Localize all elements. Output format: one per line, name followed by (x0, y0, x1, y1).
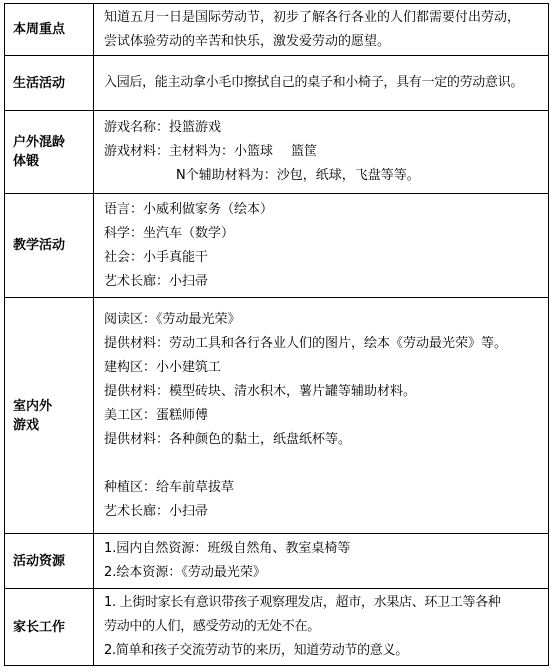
content-line: 语言：小威利做家务（绘本） (104, 201, 274, 217)
row-label-outdoor-exercise (5, 111, 94, 194)
aux-materials: N个辅助材料为：沙包，纸球，飞盘等等。 (176, 168, 420, 183)
label-line: 户外混龄 (13, 135, 66, 150)
content-line: 2.绘本资源：《劳动最光荣》 (104, 565, 266, 580)
row-weekly-focus (5, 4, 549, 56)
label-line: 体锻 (13, 154, 40, 169)
row-content-teaching (94, 194, 549, 298)
label-line: 游戏 (13, 417, 40, 433)
content-line: 入园后，能主动拿小毛巾擦拭自己的桌子和小椅子，具有一定的劳动意识。 (104, 75, 524, 90)
row-resources (5, 534, 549, 589)
row-label-weekly-focus: 本周重点 (5, 4, 94, 56)
content-line: 1. 上街时家长有意识带孩子观察理发店，超市，水果店、环卫工等各种 (104, 595, 501, 610)
row-label-games (5, 298, 94, 534)
game-name: 游戏名称：投篮游戏 (104, 120, 222, 135)
content-line: 提供材料：模型砖块、清水积木，薯片罐等辅助材料。 (104, 383, 417, 399)
row-daily-life (5, 56, 549, 111)
content-line: 2.简单和孩子交流劳动节的来历，知道劳动节的意义。 (104, 643, 408, 658)
blank-line (104, 452, 544, 476)
row-label-teaching: 教学活动 (5, 194, 94, 298)
row-label-parent-work: 家长工作 (5, 589, 94, 666)
content-line: 提供材料：各种颜色的黏土，纸盘纸杯等。 (104, 431, 352, 447)
weekly-plan-table (4, 3, 549, 666)
row-content-parent-work (94, 589, 549, 666)
row-parent-work (5, 589, 549, 666)
label-line: 室内外 (13, 398, 53, 414)
row-teaching (5, 194, 549, 298)
content-line: 阅读区：《劳动最光荣》 (104, 311, 241, 327)
content-line: 提供材料：劳动工具和各行各业人们的图片，绘本《劳动最光荣》等。 (104, 335, 508, 351)
content-line: 艺术长廊：小扫帚 (104, 273, 209, 289)
content-line: 美工区：蛋糕师傅 (104, 407, 209, 423)
content-line: 知道五月一日是国际劳动节，初步了解各行各业的人们都需要付出劳动， (104, 9, 521, 25)
content-line: 艺术长廊：小扫帚 (104, 503, 209, 519)
row-games (5, 298, 549, 534)
row-content-outdoor-exercise (94, 111, 549, 194)
row-content-daily-life (94, 56, 549, 111)
content-line: 科学：坐汽车（数学） (104, 225, 235, 241)
content-line: 社会：小手真能干 (104, 249, 209, 265)
row-content-resources (94, 534, 549, 589)
content-line: 种植区：给车前草拔草 (104, 479, 235, 495)
content-line: 劳动中的人们，感受劳动的无处不在。 (104, 619, 320, 634)
content-line: 1.园内自然资源：班级自然角、教室桌椅等 (104, 541, 351, 556)
content-line: 尝试体验劳动的辛苦和快乐，激发爱劳动的愿望。 (104, 33, 391, 49)
content-line: 建构区：小小建筑工 (104, 359, 222, 375)
main-material: 游戏材料：主材料为：小篮球 (104, 144, 274, 159)
row-content-games (94, 298, 549, 534)
row-outdoor-exercise (5, 111, 549, 194)
game-materials (104, 140, 544, 164)
row-label-daily-life: 生活活动 (5, 56, 94, 111)
row-content-weekly-focus (94, 4, 549, 56)
row-label-resources: 活动资源 (5, 534, 94, 589)
extra-material: 篮筐 (291, 144, 318, 159)
